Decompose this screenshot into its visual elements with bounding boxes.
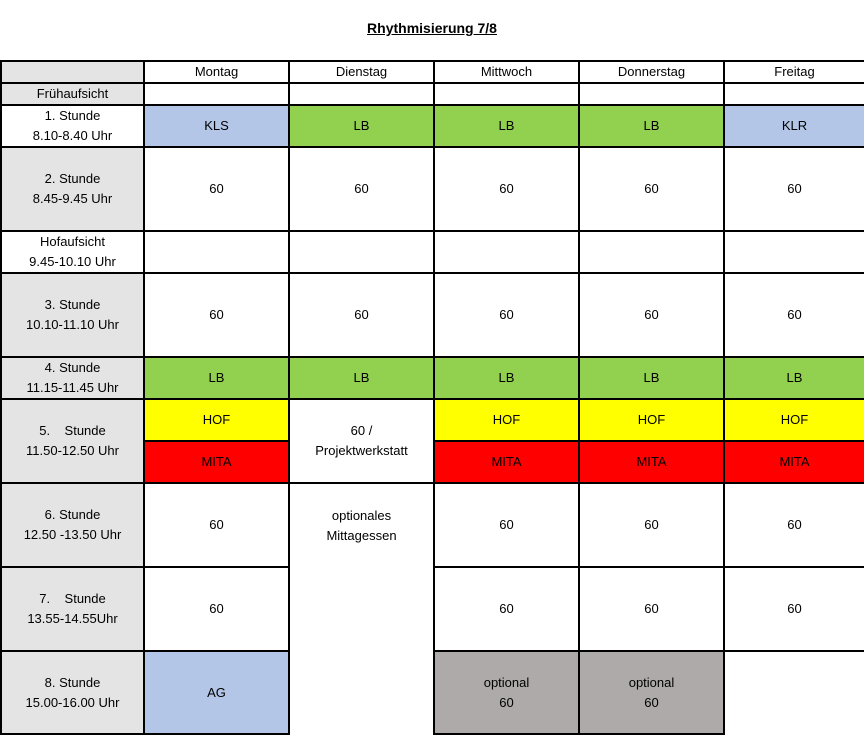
cell-line: optional — [483, 674, 530, 690]
cell-freitag: LB — [724, 357, 864, 399]
cell-mittwoch-hof: HOF — [434, 399, 579, 441]
row-stunde-7 — [1, 567, 864, 651]
cell-montag-mita: MITA — [144, 441, 289, 483]
row-stunde-4 — [1, 357, 864, 399]
row-label-title: 1. Stunde — [44, 108, 101, 123]
row-label — [1, 147, 144, 231]
cell-dienstag: 60 — [289, 273, 434, 357]
row-label-time: 12.50 -13.50 Uhr — [23, 527, 122, 542]
row-label-time: 11.15-11.45 Uhr — [26, 380, 119, 395]
cell-mittwoch: 60 — [434, 273, 579, 357]
row-stunde-3 — [1, 273, 864, 357]
cell-freitag: 60 — [724, 567, 864, 651]
row-label — [1, 273, 144, 357]
page-title: Rhythmisierung 7/8 — [367, 20, 497, 36]
row-label — [1, 105, 144, 147]
cell-donnerstag-hof: HOF — [579, 399, 724, 441]
cell-donnerstag: 60 — [579, 483, 724, 567]
cell-freitag: 60 — [724, 273, 864, 357]
row-label — [1, 483, 144, 567]
cell-dienstag: 60 — [289, 147, 434, 231]
cell-line: 60 — [499, 694, 514, 710]
cell-montag: KLS — [144, 105, 289, 147]
cell-mittwoch-optional — [434, 651, 579, 734]
row-stunde-1 — [1, 105, 864, 147]
row-label-title: 3. Stunde — [44, 297, 101, 312]
cell-dienstag-empty — [289, 567, 434, 651]
cell-dienstag: LB — [289, 105, 434, 147]
row-label-time: 11.50-12.50 Uhr — [26, 443, 119, 458]
cell-donnerstag: LB — [579, 105, 724, 147]
row-label-title: 4. Stunde — [44, 360, 101, 375]
cell-empty — [724, 83, 864, 105]
cell-line: Mittagessen — [326, 527, 397, 543]
row-stunde-5-top — [1, 399, 864, 441]
cell-donnerstag-optional — [579, 651, 724, 734]
cell-donnerstag: 60 — [579, 273, 724, 357]
cell-freitag-hof: HOF — [724, 399, 864, 441]
row-label — [1, 357, 144, 399]
cell-empty — [289, 83, 434, 105]
cell-line: 60 — [644, 694, 659, 710]
cell-montag: LB — [144, 357, 289, 399]
row-label-time: 15.00-16.00 Uhr — [25, 694, 120, 710]
row-label-title: 2. Stunde — [44, 171, 101, 186]
cell-mittwoch: LB — [434, 105, 579, 147]
cell-empty — [434, 83, 579, 105]
cell-mittwoch: 60 — [434, 483, 579, 567]
schedule-table — [0, 60, 864, 735]
cell-empty — [144, 231, 289, 273]
header-row — [1, 61, 864, 83]
day-header-dienstag: Dienstag — [289, 61, 434, 83]
day-header-mittwoch: Mittwoch — [434, 61, 579, 83]
row-label-title: 7. Stunde — [39, 591, 106, 606]
cell-mittwoch: 60 — [434, 567, 579, 651]
row-label-title: 8. Stunde — [44, 674, 101, 690]
cell-dienstag: LB — [289, 357, 434, 399]
row-stunde-6 — [1, 483, 864, 567]
cell-empty — [579, 83, 724, 105]
day-header-freitag: Freitag — [724, 61, 864, 83]
row-label-time: 13.55-14.55Uhr — [27, 611, 118, 626]
cell-empty — [289, 231, 434, 273]
row-label — [1, 651, 144, 734]
cell-dienstag-projektwerkstatt — [289, 399, 434, 483]
cell-empty — [724, 231, 864, 273]
row-label-time: 8.10-8.40 Uhr — [32, 128, 113, 143]
cell-empty — [144, 83, 289, 105]
row-label-time: 10.10-11.10 Uhr — [26, 317, 119, 332]
cell-montag: 60 — [144, 483, 289, 567]
cell-mittwoch-mita: MITA — [434, 441, 579, 483]
cell-line: 60 / — [350, 423, 373, 438]
day-header-donnerstag: Donnerstag — [579, 61, 724, 83]
cell-donnerstag: 60 — [579, 147, 724, 231]
cell-montag-hof: HOF — [144, 399, 289, 441]
cell-donnerstag: LB — [579, 357, 724, 399]
cell-freitag: 60 — [724, 483, 864, 567]
cell-line: Projektwerkstatt — [315, 443, 408, 458]
cell-line: optional — [628, 674, 675, 690]
row-label-title: 5. Stunde — [39, 423, 106, 438]
cell-montag: 60 — [144, 147, 289, 231]
row-label-time: 9.45-10.10 Uhr — [29, 254, 116, 269]
row-stunde-8 — [1, 651, 864, 734]
cell-montag: 60 — [144, 273, 289, 357]
row-label: Frühaufsicht — [1, 83, 144, 105]
row-label-title: 6. Stunde — [44, 507, 101, 522]
row-label — [1, 399, 144, 483]
row-label-title: Hofaufsicht — [39, 234, 106, 249]
row-stunde-2 — [1, 147, 864, 231]
cell-freitag: KLR — [724, 105, 864, 147]
cell-freitag-empty — [724, 651, 864, 734]
cell-empty — [579, 231, 724, 273]
cell-freitag: 60 — [724, 147, 864, 231]
cell-mittwoch: 60 — [434, 147, 579, 231]
cell-freitag-mita: MITA — [724, 441, 864, 483]
header-corner — [1, 61, 144, 83]
row-label — [1, 231, 144, 273]
cell-donnerstag: 60 — [579, 567, 724, 651]
row-hofaufsicht — [1, 231, 864, 273]
day-header-montag: Montag — [144, 61, 289, 83]
cell-dienstag-mittagessen — [289, 483, 434, 567]
cell-donnerstag-mita: MITA — [579, 441, 724, 483]
cell-mittwoch: LB — [434, 357, 579, 399]
cell-montag: 60 — [144, 567, 289, 651]
cell-dienstag-empty — [289, 651, 434, 734]
row-label-time: 8.45-9.45 Uhr — [32, 191, 113, 206]
cell-line: optionales — [331, 507, 392, 523]
cell-empty — [434, 231, 579, 273]
row-fruehaufsicht — [1, 83, 864, 105]
row-label — [1, 567, 144, 651]
cell-montag-ag: AG — [144, 651, 289, 734]
